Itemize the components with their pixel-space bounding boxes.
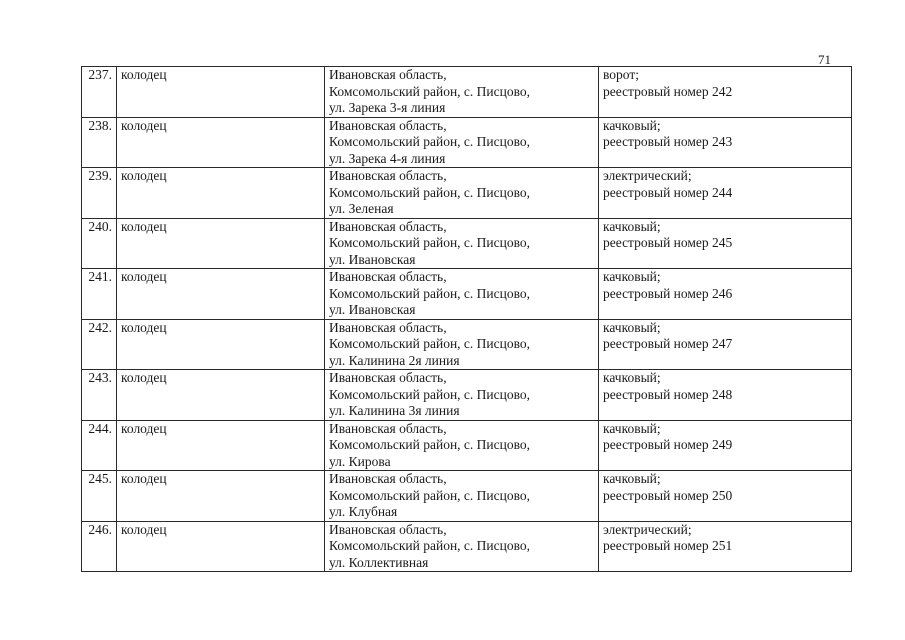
- description-line: реестровый номер 242: [603, 83, 733, 99]
- description-cell: [599, 67, 852, 118]
- object-name: колодец: [121, 370, 167, 385]
- row-number: 238.: [88, 117, 112, 133]
- description-cell: [599, 218, 852, 269]
- row-number-cell: [82, 168, 117, 219]
- description-cell: [599, 420, 852, 471]
- description-line: качковый;: [603, 269, 661, 284]
- address-line: Комсомольский район, с. Писцово,: [329, 235, 531, 250]
- row-number: 243.: [88, 370, 112, 385]
- row-number: 237.: [88, 67, 112, 82]
- row-number-cell: [82, 117, 117, 168]
- description-cell: [599, 269, 852, 320]
- address-line: Комсомольский район, с. Писцово,: [329, 184, 531, 200]
- address-line: Ивановская область,: [329, 420, 447, 436]
- object-name-cell: [117, 319, 325, 370]
- address-line: ул. Зеленая: [329, 201, 394, 216]
- description-line: реестровый номер 251: [603, 538, 733, 553]
- object-name: колодец: [121, 269, 167, 284]
- description-line: реестровый номер 248: [603, 386, 733, 402]
- row-number-cell: [82, 319, 117, 370]
- address-cell: [325, 117, 599, 168]
- address-line: Комсомольский район, с. Писцово,: [329, 437, 531, 452]
- description-cell: [599, 117, 852, 168]
- address-line: ул. Ивановская: [329, 251, 416, 267]
- row-number: 246.: [88, 521, 112, 537]
- description-line: реестровый номер 243: [603, 134, 733, 149]
- address-cell: [325, 420, 599, 471]
- description-line: качковый;: [603, 218, 661, 234]
- object-name-cell: [117, 471, 325, 522]
- object-name: колодец: [121, 168, 167, 183]
- address-line: ул. Зарека 4-я линия: [329, 150, 446, 166]
- address-line: ул. Ивановская: [329, 302, 416, 317]
- address-cell: [325, 269, 599, 320]
- table-row: [82, 370, 852, 421]
- object-name-cell: [117, 370, 325, 421]
- address-cell: [325, 370, 599, 421]
- row-number-cell: [82, 269, 117, 320]
- address-line: Комсомольский район, с. Писцово,: [329, 538, 531, 553]
- table-body: [82, 67, 852, 572]
- row-number: 240.: [88, 218, 112, 234]
- address-line: Комсомольский район, с. Писцово,: [329, 487, 531, 503]
- row-number-cell: [82, 420, 117, 471]
- address-line: Комсомольский район, с. Писцово,: [329, 83, 531, 99]
- description-line: ворот;: [603, 67, 640, 82]
- address-line: ул. Калинина 2я линия: [329, 352, 460, 368]
- description-cell: [599, 168, 852, 219]
- address-cell: [325, 168, 599, 219]
- address-line: Ивановская область,: [329, 521, 447, 537]
- description-line: реестровый номер 247: [603, 336, 733, 351]
- description-line: качковый;: [603, 370, 661, 385]
- address-line: ул. Зарека 3-я линия: [329, 100, 446, 115]
- object-name-cell: [117, 269, 325, 320]
- description-cell: [599, 370, 852, 421]
- description-line: реестровый номер 249: [603, 437, 733, 452]
- description-cell: [599, 521, 852, 572]
- address-line: Ивановская область,: [329, 168, 447, 183]
- object-name: колодец: [121, 471, 167, 486]
- row-number: 245.: [88, 471, 112, 486]
- row-number-cell: [82, 67, 117, 118]
- object-name: колодец: [121, 218, 167, 234]
- description-line: качковый;: [603, 420, 661, 436]
- object-name: колодец: [121, 420, 167, 436]
- description-line: реестровый номер 246: [603, 285, 733, 301]
- address-line: Комсомольский район, с. Писцово,: [329, 386, 531, 402]
- description-line: качковый;: [603, 471, 661, 486]
- address-line: Комсомольский район, с. Писцово,: [329, 336, 531, 351]
- table-row: [82, 420, 852, 471]
- object-name-cell: [117, 67, 325, 118]
- row-number: 241.: [88, 269, 112, 284]
- page-number: 71: [818, 52, 831, 67]
- address-line: Комсомольский район, с. Писцово,: [329, 285, 531, 301]
- address-line: Ивановская область,: [329, 370, 447, 385]
- address-line: Комсомольский район, с. Писцово,: [329, 134, 531, 149]
- row-number: 242.: [88, 319, 112, 335]
- address-line: ул. Калинина 3я линия: [329, 403, 460, 418]
- description-line: электрический;: [603, 168, 692, 183]
- address-cell: [325, 521, 599, 572]
- address-cell: [325, 67, 599, 118]
- object-name: колодец: [121, 521, 167, 537]
- row-number: 244.: [88, 420, 112, 436]
- row-number-cell: [82, 218, 117, 269]
- address-cell: [325, 319, 599, 370]
- table-row: [82, 521, 852, 572]
- description-cell: [599, 471, 852, 522]
- address-line: Ивановская область,: [329, 471, 447, 486]
- description-line: электрический;: [603, 521, 692, 537]
- address-line: Ивановская область,: [329, 117, 447, 133]
- description-line: реестровый номер 244: [603, 184, 733, 200]
- description-line: качковый;: [603, 319, 661, 335]
- address-line: Ивановская область,: [329, 218, 447, 234]
- object-name-cell: [117, 521, 325, 572]
- object-name-cell: [117, 168, 325, 219]
- table-row: [82, 168, 852, 219]
- address-cell: [325, 471, 599, 522]
- row-number-cell: [82, 370, 117, 421]
- object-name-cell: [117, 117, 325, 168]
- object-name: колодец: [121, 67, 167, 82]
- address-line: ул. Клубная: [329, 504, 398, 519]
- table-row: [82, 269, 852, 320]
- address-line: Ивановская область,: [329, 269, 447, 284]
- address-cell: [325, 218, 599, 269]
- description-line: реестровый номер 245: [603, 235, 733, 250]
- address-line: Ивановская область,: [329, 67, 447, 82]
- table-row: [82, 471, 852, 522]
- object-name: колодец: [121, 117, 167, 133]
- object-name-cell: [117, 218, 325, 269]
- address-line: ул. Коллективная: [329, 554, 429, 570]
- description-line: реестровый номер 250: [603, 487, 733, 503]
- description-line: качковый;: [603, 117, 661, 133]
- object-name-cell: [117, 420, 325, 471]
- table-row: [82, 319, 852, 370]
- wells-registry-table: [81, 66, 852, 572]
- row-number: 239.: [88, 168, 112, 183]
- row-number-cell: [82, 521, 117, 572]
- address-line: Ивановская область,: [329, 319, 447, 335]
- address-line: ул. Кирова: [329, 453, 391, 469]
- row-number-cell: [82, 471, 117, 522]
- description-cell: [599, 319, 852, 370]
- table-row: [82, 218, 852, 269]
- object-name: колодец: [121, 319, 167, 335]
- table-row: [82, 67, 852, 118]
- table-row: [82, 117, 852, 168]
